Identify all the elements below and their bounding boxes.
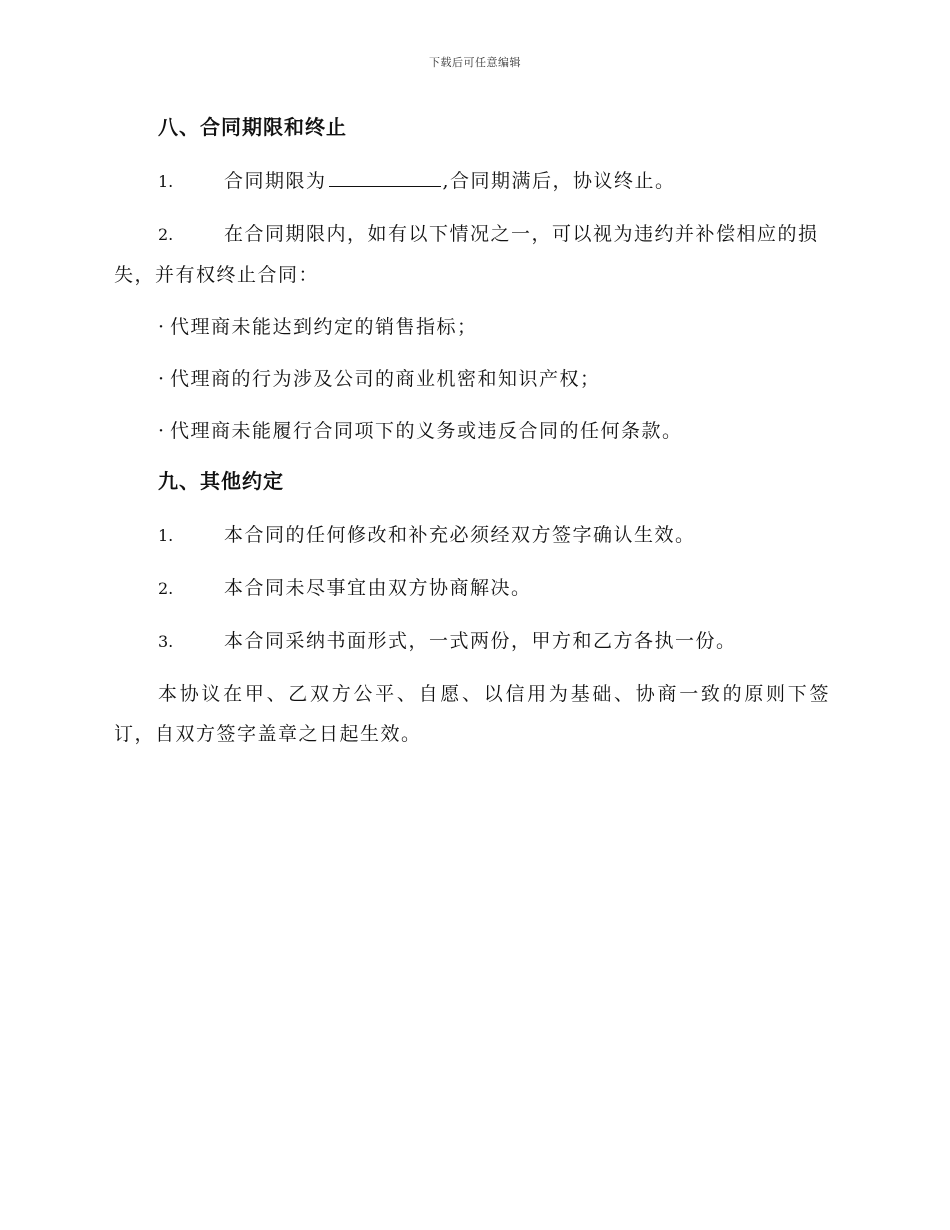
bullet-text: 代理商未能履行合同项下的义务或违反合同的任何条款。	[170, 420, 683, 442]
section-9-item-3	[114, 621, 830, 662]
item-number: 2.	[158, 225, 174, 244]
section-9-title: 九、其他约定	[158, 469, 284, 493]
item-text: 本合同的任何修改和补充必须经双方签字确认生效。	[224, 524, 696, 546]
item-text: 本合同未尽事宜由双方协商解决。	[224, 577, 532, 599]
closing-paragraph: 本协议在甲、乙双方公平、自愿、以信用为基础、协商一致的原则下签订，自双方签字盖章之日起生效。	[114, 683, 830, 745]
section-9-item-2	[114, 568, 830, 609]
item-text: 在合同期限内，如有以下情况之一，可以视为违约并补偿相应的损失，并有权终止合同：	[114, 223, 819, 286]
item-text: 本合同采纳书面形式，一式两份，甲方和乙方各执一份。	[224, 630, 737, 652]
section-8-item-1	[114, 161, 830, 202]
contract-term-blank[interactable]	[329, 166, 441, 187]
page-header-note: 下载后可任意编辑	[429, 56, 521, 69]
bullet-text: 代理商的行为涉及公司的商业机密和知识产权；	[170, 368, 601, 390]
item-number: 2.	[158, 579, 174, 598]
bullet-text: 代理商未能达到约定的销售指标；	[170, 316, 478, 338]
term-prefix: 合同期限为	[224, 170, 327, 192]
section-9-item-1	[114, 515, 830, 556]
section-8-item-2	[114, 214, 830, 295]
item-number: 1.	[158, 526, 174, 545]
bullet-icon: ·	[158, 420, 166, 442]
list-item	[158, 411, 830, 451]
item-text	[224, 161, 830, 201]
document-body	[114, 109, 830, 754]
bullet-icon: ·	[158, 316, 166, 338]
term-suffix: ,合同期满后，协议终止。	[442, 170, 676, 192]
list-item	[158, 359, 830, 399]
item-number: 1.	[158, 172, 174, 191]
bullet-icon: ·	[158, 368, 166, 390]
list-item	[158, 307, 830, 347]
section-8-title: 八、合同期限和终止	[158, 115, 347, 139]
item-number: 3.	[158, 632, 174, 651]
